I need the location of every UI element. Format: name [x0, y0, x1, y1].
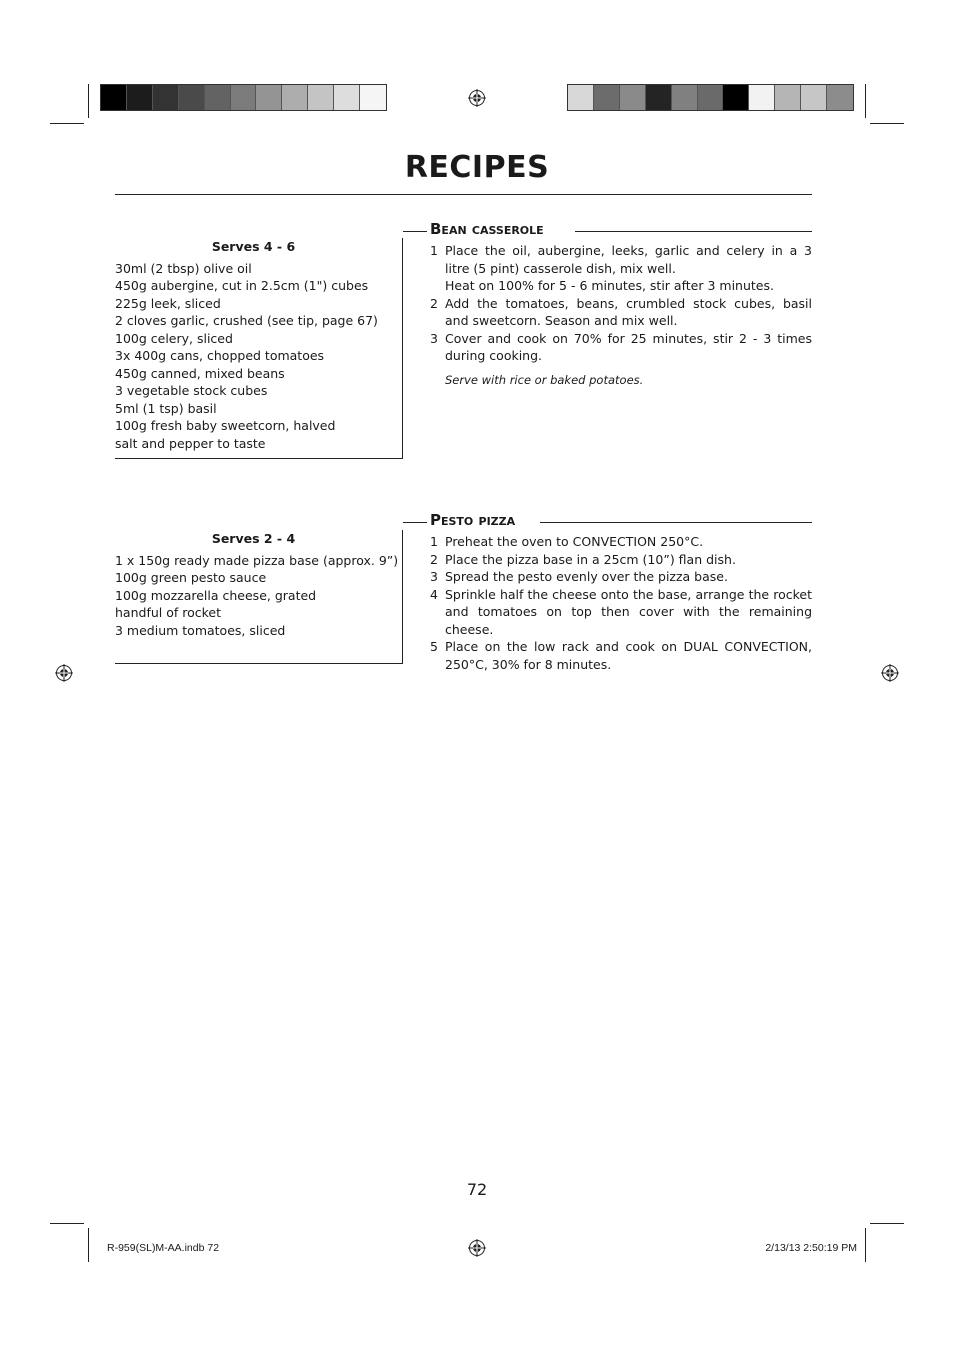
ingredient-item: 5ml (1 tsp) basil [115, 400, 217, 416]
color-swatch [620, 85, 646, 110]
method-step [430, 551, 812, 569]
color-swatch [723, 85, 749, 110]
step-number: 4 [430, 586, 438, 602]
step-text: Preheat the oven to CONVECTION 250°C. [445, 534, 704, 549]
registration-mark-icon [468, 89, 486, 107]
step-number: 1 [430, 243, 438, 258]
method-list-bean-casserole [430, 242, 812, 365]
step-text: Sprinkle half the cheese onto the base, arrange the rocket and tomatoes on top then cover with the remaining cheese. [445, 586, 812, 637]
ingredient-item: salt and pepper to taste [115, 435, 266, 451]
registration-mark-icon [881, 664, 899, 682]
method-list-pesto-pizza [430, 533, 812, 673]
crop-mark [50, 1223, 84, 1224]
ingredient-item: 100g green pesto sauce [115, 570, 267, 585]
color-swatch [568, 85, 594, 110]
ingredient-item: 2 cloves garlic, crushed (see tip, page 67) [115, 313, 378, 328]
color-swatch [360, 85, 386, 110]
color-swatch [308, 85, 334, 110]
registration-mark-icon [468, 1239, 486, 1257]
crop-mark [870, 1223, 904, 1224]
crop-mark [870, 123, 904, 124]
page-number: 72 [466, 1180, 488, 1199]
crop-mark [865, 84, 866, 118]
serving-note: Serve with rice or baked potatoes. [445, 373, 644, 387]
color-swatch [256, 85, 282, 110]
ingredient-list [115, 260, 402, 453]
crop-mark [88, 84, 89, 118]
title-divider [115, 194, 812, 195]
color-swatch [101, 85, 127, 110]
crop-mark [50, 123, 84, 124]
serves-label: Serves 4 - 6 [211, 239, 296, 254]
serves-label: Serves 2 - 4 [211, 531, 296, 546]
ingredient-list [115, 552, 402, 640]
color-swatch [801, 85, 827, 110]
ingredient-item: 3 vegetable stock cubes [115, 383, 268, 398]
color-swatch [646, 85, 672, 110]
method-step [430, 586, 812, 639]
method-step [430, 638, 812, 673]
method-step [430, 330, 812, 365]
ingredients-box-bean-casserole [115, 238, 403, 459]
method-step [430, 533, 812, 551]
color-swatch [698, 85, 724, 110]
method-step [430, 242, 812, 295]
step-number: 3 [430, 569, 438, 584]
color-swatch [179, 85, 205, 110]
color-swatch [205, 85, 231, 110]
step-text: Place on the low rack and cook on DUAL CONVECTION, 250°C, 30% for 8 minutes. [445, 639, 812, 672]
recipe-title-bean-casserole: Bean casserole [430, 220, 552, 238]
step-number: 5 [430, 639, 438, 654]
heading-rule-right [540, 522, 812, 523]
color-swatch [153, 85, 179, 110]
step-number: 2 [430, 295, 438, 311]
heading-rule-right [575, 231, 812, 232]
color-swatch [749, 85, 775, 110]
color-swatch [672, 85, 698, 110]
color-swatch [282, 85, 308, 110]
color-swatch [594, 85, 620, 110]
step-text: Add the tomatoes, beans, crumbled stock cubes, basil and sweetcorn. Season and mix well. [445, 295, 812, 328]
step-text: Cover and cook on 70% for 25 minutes, stir 2 - 3 times during cooking. [445, 330, 812, 363]
recipe-title-pesto-pizza: Pesto pizza [430, 511, 523, 529]
color-swatch [127, 85, 153, 110]
color-swatch [827, 85, 853, 110]
crop-mark [88, 1228, 89, 1262]
color-bar-right [567, 84, 854, 111]
crop-mark [865, 1228, 866, 1262]
footer-timestamp: 2/13/13 2:50:19 PM [765, 1242, 857, 1254]
ingredient-item: handful of rocket [115, 605, 221, 620]
method-step [430, 295, 812, 330]
ingredient-item: 450g aubergine, cut in 2.5cm (1") cubes [115, 278, 369, 293]
step-text: Place the oil, aubergine, leeks, garlic and celery in a 3 litre (5 pint) casserole dish, mix well. [445, 243, 812, 276]
ingredients-box-pesto-pizza [115, 530, 403, 664]
ingredient-item: 30ml (2 tbsp) olive oil [115, 260, 252, 276]
method-step [430, 568, 812, 586]
ingredient-item: 100g fresh baby sweetcorn, halved [115, 418, 336, 433]
page-title: RECIPES [404, 150, 550, 185]
color-swatch [231, 85, 257, 110]
ingredient-item: 1 x 150g ready made pizza base (approx. 9”) [115, 552, 399, 568]
footer-file-label: R-959(SL)M-AA.indb 72 [107, 1242, 220, 1254]
step-text: Spread the pesto evenly over the pizza base. [445, 569, 728, 584]
step-text: Place the pizza base in a 25cm (10”) flan dish. [445, 551, 736, 567]
heading-rule-left [403, 522, 427, 523]
ingredient-item: 3x 400g cans, chopped tomatoes [115, 348, 325, 363]
step-number: 1 [430, 534, 438, 549]
heading-rule-left [403, 231, 427, 232]
ingredient-item: 3 medium tomatoes, sliced [115, 622, 286, 638]
ingredient-item: 100g mozzarella cheese, grated [115, 587, 317, 603]
color-bar-left [100, 84, 387, 111]
ingredient-item: 225g leek, sliced [115, 295, 221, 311]
registration-mark-icon [55, 664, 73, 682]
color-swatch [334, 85, 360, 110]
ingredient-item: 100g celery, sliced [115, 330, 233, 346]
step-number: 3 [430, 330, 438, 346]
ingredient-item: 450g canned, mixed beans [115, 365, 285, 381]
step-subtext: Heat on 100% for 5 - 6 minutes, stir after 3 minutes. [445, 278, 774, 293]
color-swatch [775, 85, 801, 110]
step-number: 2 [430, 551, 438, 567]
